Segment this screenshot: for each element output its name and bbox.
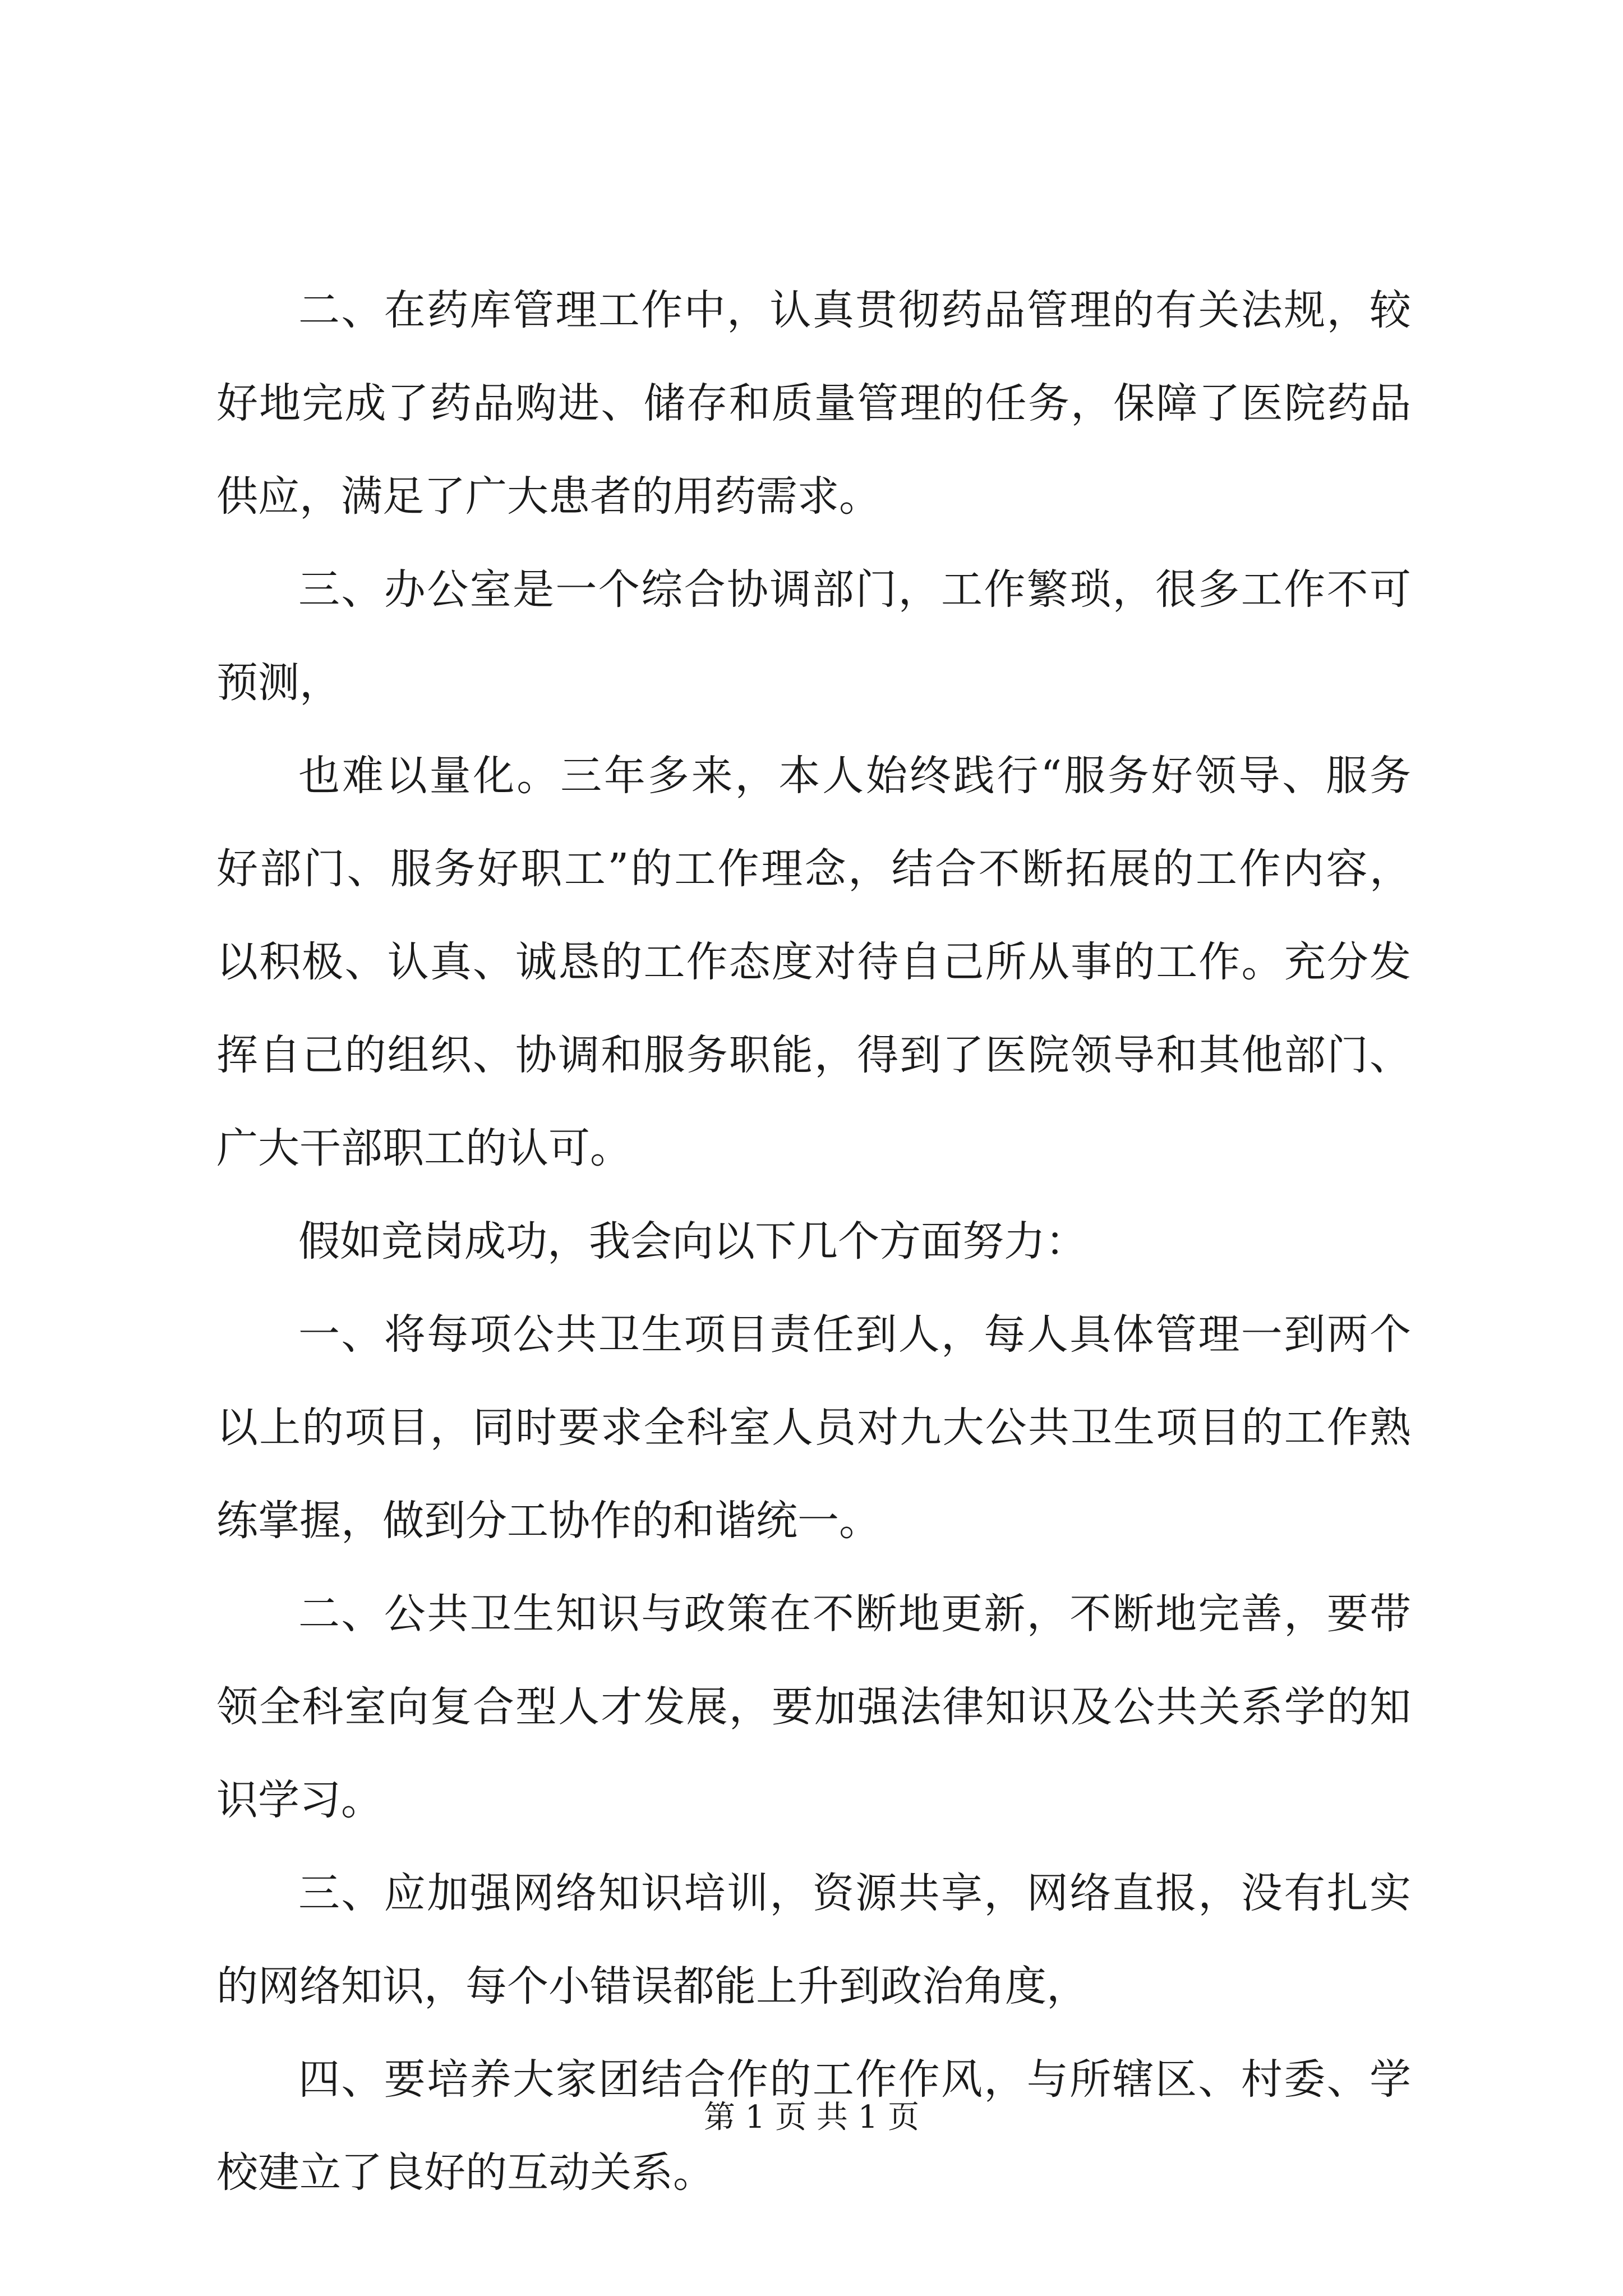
paragraph-line: 供应，满足了广大患者的用药需求。 <box>216 472 880 521</box>
paragraph-line: 一、将每项公共卫生项目责任到人，每人具体管理一到两个 <box>298 1310 1411 1359</box>
paragraph-line: 领全科室向复合型人才发展，要加强法律知识及公共关系学的知 <box>216 1683 1411 1731</box>
paragraph-line: 以积极、认真、诚恳的工作态度对待自己所从事的工作。充分发 <box>216 938 1411 986</box>
paragraph-line: 二、在药库管理工作中，认真贯彻药品管理的有关法规，较 <box>298 286 1411 334</box>
paragraph-line: 好地完成了药品购进、储存和质量管理的任务，保障了医院药品 <box>216 379 1411 427</box>
paragraph-line: 三、应加强网络知识培训，资源共享，网络直报，没有扎实 <box>298 1869 1411 1917</box>
paragraph-line: 的网络知识，每个小错误都能上升到政治角度， <box>216 1962 1088 2010</box>
document-body <box>216 264 1411 2219</box>
paragraph-line: 校建立了良好的互动关系。 <box>216 2148 714 2197</box>
paragraph-line: 练掌握，做到分工协作的和谐统一。 <box>216 1497 880 1545</box>
paragraph-line: 假如竞岗成功，我会向以下几个方面努力： <box>298 1217 1087 1266</box>
paragraph-line: 三、办公室是一个综合协调部门，工作繁琐，很多工作不可 <box>298 565 1411 614</box>
paragraph-line: 也难以量化。三年多来，本人始终践行“服务好领导、服务 <box>298 752 1411 800</box>
paragraph-line: 广大干部职工的认可。 <box>216 1124 631 1172</box>
page-footer: 第 1 页 共 1 页 <box>703 2099 920 2136</box>
paragraph-line: 挥自己的组织、协调和服务职能，得到了医院领导和其他部门、 <box>216 1031 1411 1079</box>
paragraph-line: 以上的项目，同时要求全科室人员对九大公共卫生项目的工作熟 <box>216 1404 1411 1452</box>
paragraph-line: 识学习。 <box>216 1776 382 1824</box>
paragraph-line: 四、要培养大家团结合作的工作作风，与所辖区、村委、学 <box>298 2055 1411 2104</box>
paragraph-line: 好部门、服务好职工”的工作理念，结合不断拓展的工作内容， <box>216 845 1411 893</box>
paragraph-line: 二、公共卫生知识与政策在不断地更新，不断地完善，要带 <box>298 1590 1411 1638</box>
paragraph-line: 预测， <box>216 659 341 707</box>
